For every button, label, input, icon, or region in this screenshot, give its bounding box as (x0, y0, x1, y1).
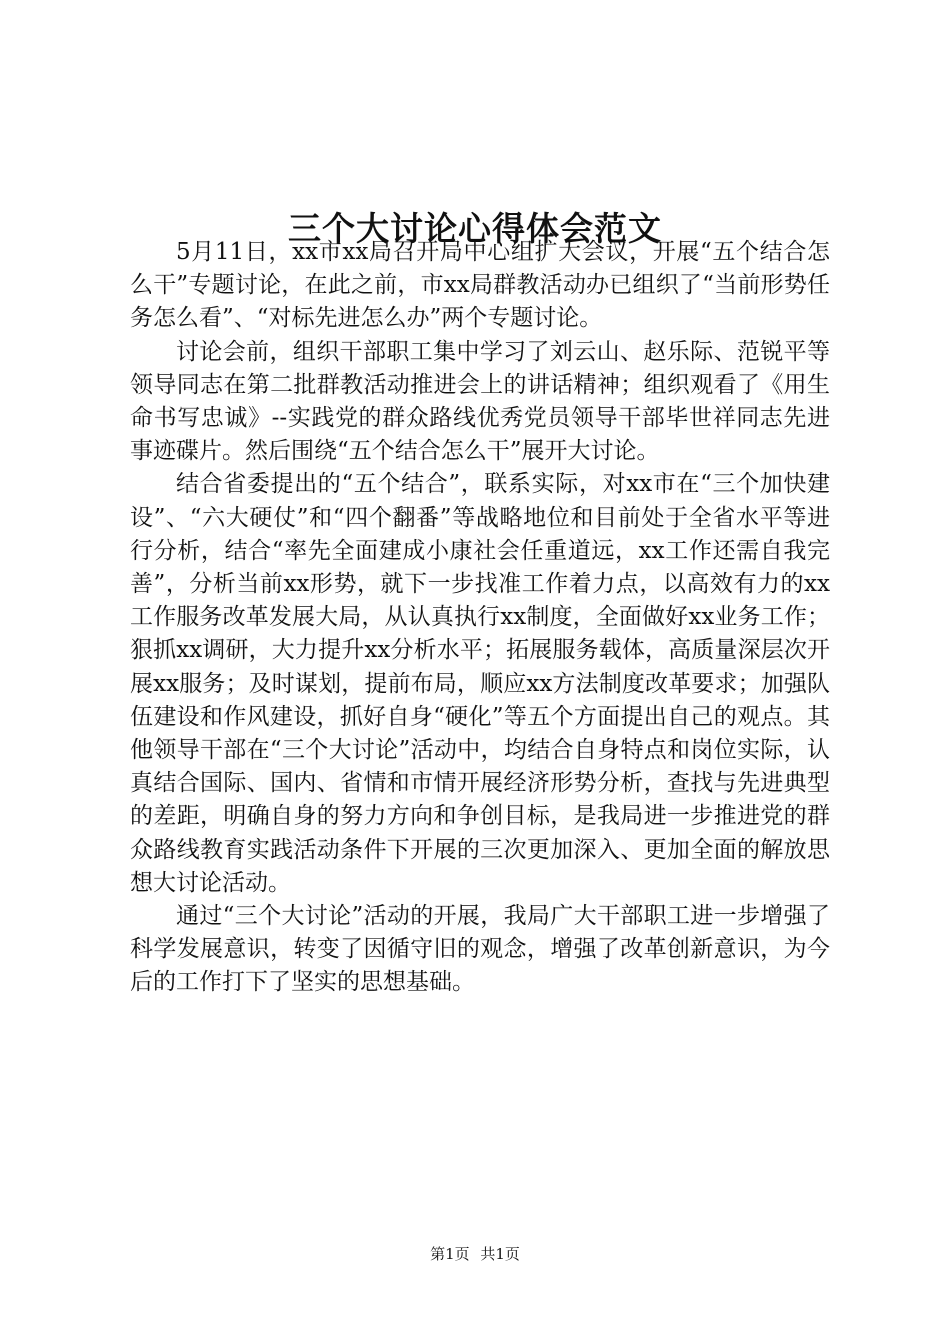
page-number: 第1页 (430, 1245, 470, 1263)
document-body (130, 236, 830, 1000)
page-footer (0, 1243, 950, 1265)
paragraph-3: 结合省委提出的“五个结合”，联系实际，对xx市在“三个加快建设”、“六大硬仗”和“四个翻番”等战略地位和目前处于全省水平等进行分析，结合“率先全面建成小康社会任重道远，xx工作还需自我完善”，分析当前xx形势，就下一步找准工作着力点，以高效有力的xx工作服务改革发展大局，从认真执行xx制度，全面做好xx业务工作；狠抓xx调研，大力提升xx分析水平；拓展服务载体，高质量深层次开展xx服务；及时谋划，提前布局，顺应xx方法制度改革要求；加强队伍建设和作风建设，抓好自身“硬化”等五个方面提出自己的观点。其他领导干部在“三个大讨论”活动中，均结合自身特点和岗位实际，认真结合国际、国内、省情和市情开展经济形势分析，查找与先进典型的差距，明确自身的努力方向和争创目标，是我局进一步推进党的群众路线教育实践活动条件下开展的三次更加深入、更加全面的解放思想大讨论活动。 (130, 471, 830, 896)
paragraph-2: 讨论会前，组织干部职工集中学习了刘云山、赵乐际、范锐平等领导同志在第二批群教活动推进会上的讲话精神；组织观看了《用生命书写忠诚》--实践党的群众路线优秀党员领导干部毕世祥同志先进事迹碟片。然后围绕“五个结合怎么干”展开大讨论。 (130, 338, 830, 465)
paragraph-4: 通过“三个大讨论”活动的开展，我局广大干部职工进一步增强了科学发展意识，转变了因循守旧的观念，增强了改革创新意识，为今后的工作打下了坚实的思想基础。 (130, 903, 830, 996)
document-title: 三个大讨论心得体会范文 (288, 209, 662, 249)
page-total: 共1页 (480, 1245, 520, 1263)
paragraph-1: 5月11日，xx市xx局召开局中心组扩大会议，开展“五个结合怎么干”专题讨论，在此之前，市xx局群教活动办已组织了“当前形势任务怎么看”、“对标先进怎么办”两个专题讨论。 (130, 239, 830, 332)
